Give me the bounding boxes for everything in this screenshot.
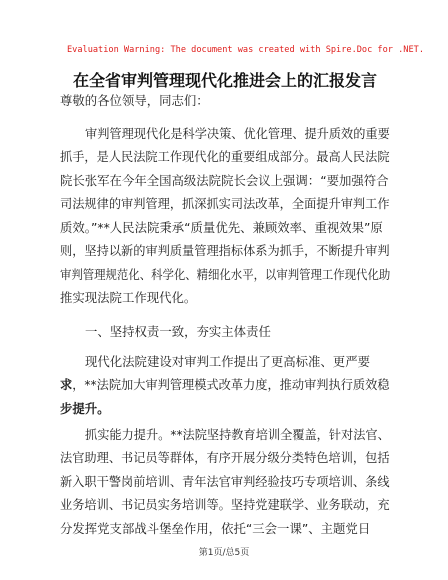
paragraph-intro-body bbox=[60, 145, 390, 310]
paragraph-line: 抓手，是人民法院工作现代化的重要组成部分。最高人民法院 bbox=[60, 149, 390, 164]
paragraph-line: 业务培训、书记员实务培训等。坚持党建联学、业务联动，充 bbox=[60, 497, 390, 512]
paragraph-line: 审判管理现代化是科学决策、优化管理、提升质效的重要 bbox=[85, 126, 390, 141]
paragraph-3-body bbox=[60, 446, 390, 540]
paragraph-intro bbox=[60, 122, 390, 146]
section-heading bbox=[60, 320, 390, 344]
paragraph-line: 法官助理、书记员等群体，有序开展分级分类特色培训，包括 bbox=[60, 450, 390, 465]
paragraph-line bbox=[60, 373, 390, 397]
paragraph-2-first bbox=[60, 350, 390, 374]
document-title: 在全省审判管理现代化推进会上的汇报发言 bbox=[72, 71, 377, 90]
evaluation-warning: Evaluation Warning: The document was created with Spire.Doc for .NET. bbox=[67, 45, 424, 55]
paragraph-line: 推实现法院工作现代化。 bbox=[60, 290, 197, 305]
paragraph-line: 院长张军在今年全国高级法院院长会议上强调：“要加强符合 bbox=[60, 172, 389, 188]
section-heading-text: 一、坚持权责一致，夯实主体责任 bbox=[85, 324, 271, 339]
bold-text: 求 bbox=[60, 377, 73, 392]
paragraph-line: 分发挥党支部战斗堡垒作用，依托“三会一课”、主题党日 bbox=[60, 520, 371, 536]
paragraph-line: 现代化法院建设对审判工作提出了更高标准、更严要 bbox=[85, 354, 370, 369]
paragraph-line: 新入职干警岗前培训、青年法官审判经验技巧专项培训、条线 bbox=[60, 473, 390, 489]
page-footer: 第1页/总5页 bbox=[198, 548, 250, 558]
paragraph-line: 则，坚持以新的审判质量管理指标体系为抓手，不断提升审判 bbox=[60, 243, 390, 258]
paragraph-line: 司法规律的审判管理，抓深抓实司法改革，全面提升审判工作 bbox=[60, 196, 390, 211]
paragraph-text: ，**法院加大审判管理模式改革力度，推动审判执行质效稳 bbox=[72, 377, 390, 392]
salutation-line: 尊敬的各位领导，同志们： bbox=[60, 93, 209, 108]
paragraph-2-body bbox=[60, 373, 390, 420]
paragraph-3-first bbox=[60, 423, 390, 447]
paragraph-line-bold: 步提升。 bbox=[60, 400, 110, 416]
paragraph-line: 质效。”**人民法院秉承“质量优先、兼顾效率、重视效果”原 bbox=[60, 219, 383, 235]
paragraph-line: 抓实能力提升。**法院坚持教育培训全覆盖，针对法官、 bbox=[85, 427, 390, 442]
salutation bbox=[60, 89, 390, 113]
paragraph-line: 审判管理规范化、科学化、精细化水平，以审判管理工作现代化助 bbox=[60, 266, 391, 282]
